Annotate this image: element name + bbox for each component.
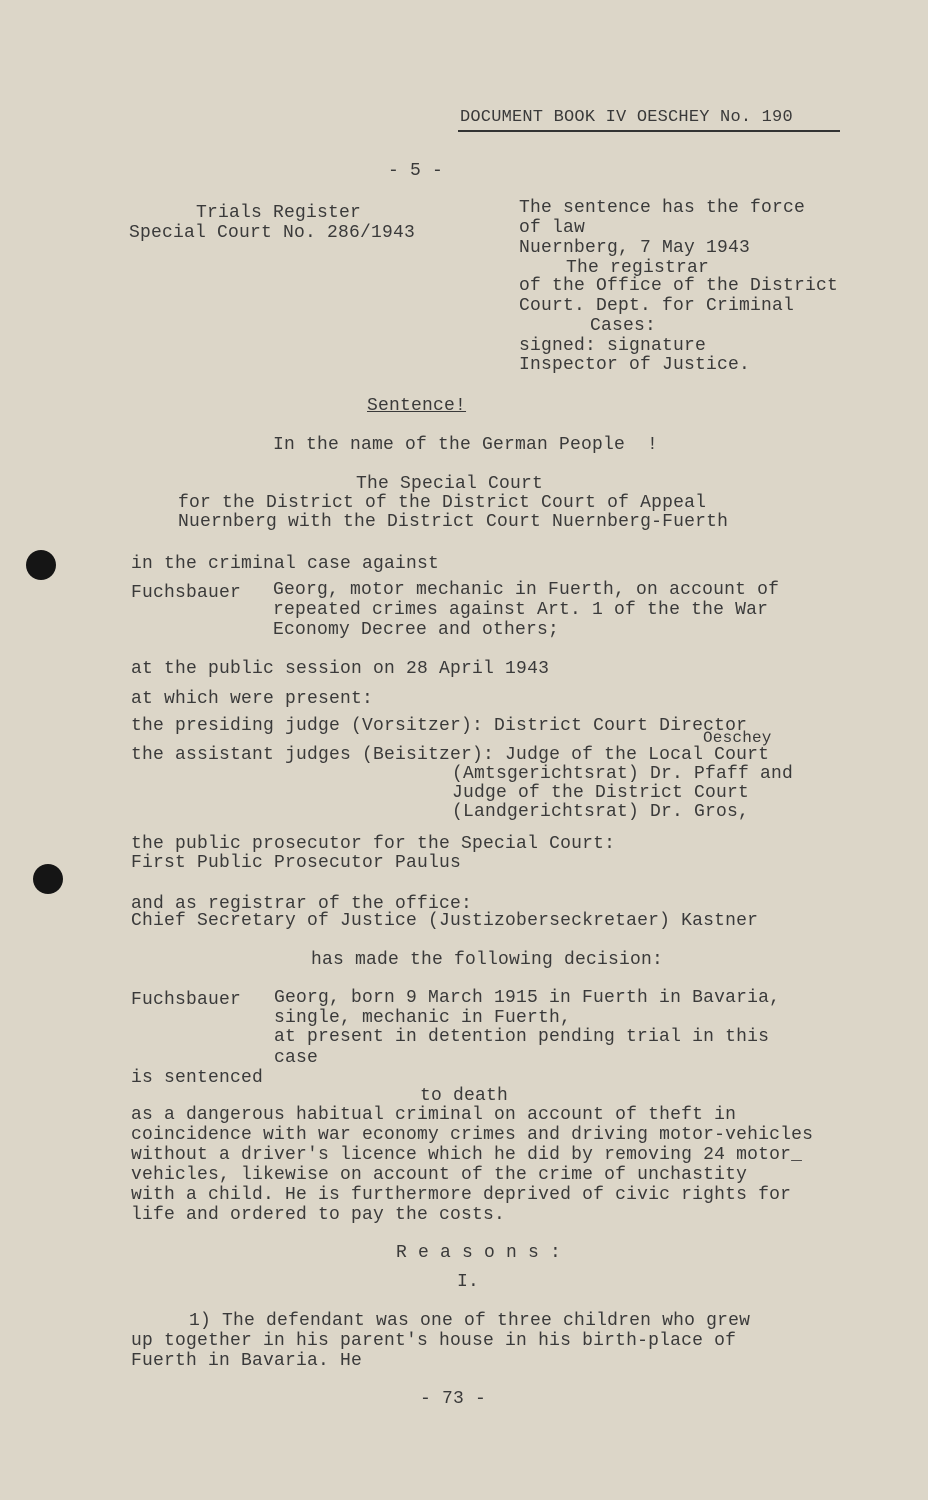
page-number-top: - 5 - [388,161,444,181]
presiding-judge-name: Oeschey [703,729,772,747]
reason-1-l3: Fuerth in Bavaria. He [131,1351,363,1371]
session-line: at the public session on 28 April 1943 [131,659,550,679]
assistant-judges-l1: the assistant judges (Beisitzer): Judge of the Local Court [131,745,770,765]
defendant-l2: repeated crimes against Art. 1 of the the War [273,600,769,620]
para-l6: life and ordered to pay the costs. [131,1205,506,1225]
presiding-judge: the presiding judge (Vorsitzer): District Court Director [131,716,748,736]
fb-l1: Georg, born 9 March 1915 in Fuerth in Bavaria, [274,988,781,1008]
fb-name: Fuchsbauer [131,990,242,1010]
force-of-law-l1: The sentence has the force [519,198,806,218]
punch-hole-bottom [33,864,63,894]
inspector-line: Inspector of Justice. [519,355,751,375]
decision-line: has made the following decision: [311,950,664,970]
criminal-case-line: in the criminal case against [131,554,440,574]
fb-l4: case [274,1048,319,1068]
registrar-l1: and as registrar of the office: [131,894,473,914]
registrar-office-l3: Cases: [590,316,657,336]
signed-line: signed: signature [519,336,707,356]
assistant-judges-l2: (Amtsgerichtsrat) Dr. Pfaff and [452,764,794,784]
section-roman-one: I. [457,1272,480,1292]
registrar-office-l2: Court. Dept. for Criminal [519,296,795,316]
registrar-label: The registrar [566,258,710,278]
fb-l2: single, mechanic in Fuerth, [274,1008,572,1028]
prosecutor-l2: First Public Prosecutor Paulus [131,853,462,873]
force-of-law-l2: of law [519,218,586,238]
present-line: at which were present: [131,689,374,709]
defendant-name: Fuchsbauer [131,583,242,603]
defendant-l1: Georg, motor mechanic in Fuerth, on account of [273,580,780,600]
sentence-title: Sentence! [367,396,467,416]
court-line-2: for the District of the District Court of Appeal [178,493,707,513]
reason-1-l1: 1) The defendant was one of three children who grew [189,1311,751,1331]
assistant-judges-l3: Judge of the District Court [452,783,750,803]
is-sentenced: is sentenced [131,1068,264,1088]
para-l4: vehicles, likewise on account of the crime of unchastity [131,1165,748,1185]
page-number-bottom: - 73 - [420,1389,487,1409]
registrar-l2: Chief Secretary of Justice (Justizoberseckretaer) Kastner [131,911,759,931]
in-the-name: In the name of the German People ! [273,435,659,455]
registrar-office-l1: of the Office of the District [519,276,839,296]
doc-ref: DOCUMENT BOOK IV OESCHEY No. 190 [460,108,793,127]
punch-hole-top [26,550,56,580]
para-l5: with a child. He is furthermore deprived of civic rights for [131,1185,792,1205]
trials-register-label: Trials Register [196,203,362,223]
fb-l3: at present in detention pending trial in this [274,1027,770,1047]
reason-1-l2: up together in his parent's house in his birth-place of [131,1331,737,1351]
prosecutor-l1: the public prosecutor for the Special Court: [131,834,616,854]
special-court-number: Special Court No. 286/1943 [129,223,416,243]
defendant-l3: Economy Decree and others; [273,620,560,640]
assistant-judges-l4: (Landgerichtsrat) Dr. Gros, [452,802,750,822]
force-of-law-date: Nuernberg, 7 May 1943 [519,238,751,258]
to-death: to death [420,1086,509,1106]
para-l2: coincidence with war economy crimes and driving motor-vehicles [131,1125,814,1145]
para-l1: as a dangerous habitual criminal on account of theft in [131,1105,737,1125]
court-line-3: Nuernberg with the District Court Nuernberg-Fuerth [178,512,729,532]
reasons-heading: R e a s o n s : [396,1243,562,1263]
para-l3: without a driver's licence which he did by removing 24 motor_ [131,1145,803,1165]
court-line-1: The Special Court [356,474,544,494]
